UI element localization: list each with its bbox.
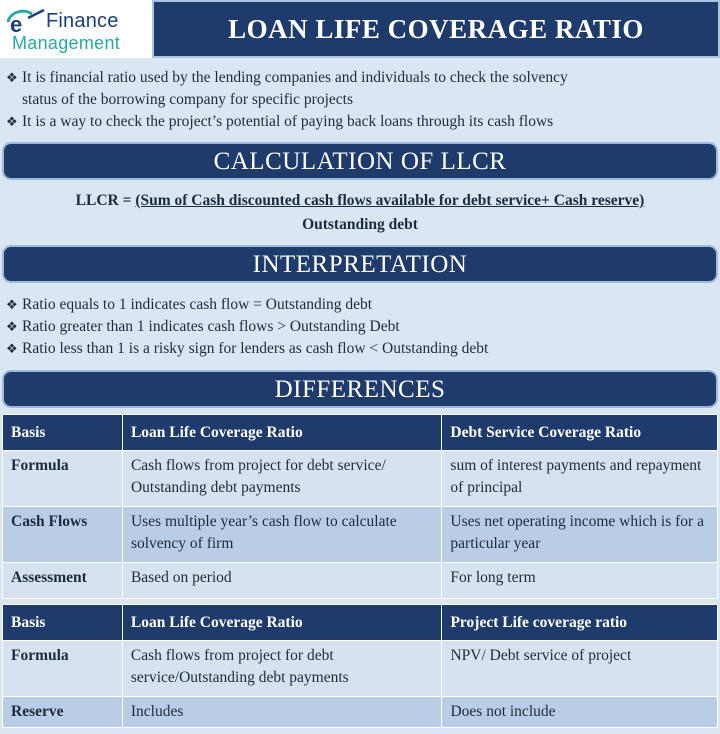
table-cell: Cash flows from project for debt service/Outstanding debt payments — [122, 641, 442, 697]
finance-management-logo[interactable] — [0, 0, 152, 58]
table-cell: For long term — [442, 563, 718, 599]
title-banner — [152, 0, 720, 58]
column-header: Loan Life Coverage Ratio — [122, 605, 442, 641]
table-header-row — [3, 605, 718, 641]
table-row — [3, 507, 718, 563]
llcr-vs-plcr-table — [2, 604, 718, 728]
logo-management-text: Management — [12, 33, 121, 53]
column-header: Loan Life Coverage Ratio — [122, 415, 441, 451]
table-cell: NPV/ Debt service of project — [442, 641, 718, 697]
table-row — [3, 451, 718, 507]
column-header: Basis — [3, 605, 123, 641]
page-title: LOAN LIFE COVERAGE RATIO — [228, 14, 644, 44]
formula-numerator-text: (Sum of Cash discounted cash flows available for debt service+ Cash reserve) — [135, 192, 645, 209]
basis-cell: Reserve — [3, 697, 123, 728]
efm-logo-icon — [4, 6, 48, 36]
differences-section-header — [2, 370, 718, 408]
calculation-section-header — [2, 142, 718, 180]
table-cell: Based on period — [122, 563, 441, 599]
diamond-bullet-icon: ❖ — [6, 319, 18, 334]
column-header: Project Life coverage ratio — [442, 605, 718, 641]
interpretation-heading: INTERPRETATION — [252, 251, 468, 278]
llcr-vs-dscr-table — [2, 414, 718, 599]
diamond-bullet-icon: ❖ — [6, 114, 18, 129]
table-cell: Does not include — [442, 697, 718, 728]
header — [0, 0, 720, 58]
interpretation-bullet: ❖ Ratio less than 1 is a risky sign for lenders as cash flow < Outstanding debt — [2, 338, 718, 360]
llcr-formula — [2, 182, 718, 240]
intro-bullet: ❖ It is a way to check the project’s potential of paying back loans through its cash flows — [2, 111, 718, 133]
differences-heading: DIFFERENCES — [274, 376, 446, 403]
basis-cell: Assessment — [3, 563, 123, 599]
formula-numerator — [2, 192, 718, 210]
table-cell: Uses net operating income which is for a particular year — [442, 507, 718, 563]
interpretation-panel — [2, 287, 718, 365]
column-header: Debt Service Coverage Ratio — [442, 415, 718, 451]
table-cell: Uses multiple year’s cash flow to calculate solvency of firm — [122, 507, 441, 563]
intro-bullet: ❖ It is financial ratio used by the lending companies and individuals to check the solvency — [2, 67, 718, 89]
interpretation-bullet: ❖ Ratio equals to 1 indicates cash flow = Outstanding debt — [2, 294, 718, 316]
diamond-bullet-icon: ❖ — [6, 297, 18, 312]
calculation-heading: CALCULATION OF LLCR — [213, 148, 507, 175]
formula-label: LLCR = — [75, 192, 132, 209]
table-cell: Includes — [122, 697, 442, 728]
diamond-bullet-icon: ❖ — [6, 341, 18, 356]
interpretation-section-header — [2, 245, 718, 283]
interpretation-bullet: ❖ Ratio greater than 1 indicates cash flows > Outstanding Debt — [2, 316, 718, 338]
table-row — [3, 563, 718, 599]
intro-bullet-continuation: status of the borrowing company for specific projects — [22, 91, 354, 108]
intro-panel — [2, 62, 718, 138]
basis-cell: Formula — [3, 641, 123, 697]
formula-denominator: Outstanding debt — [302, 216, 418, 233]
table-row — [3, 697, 718, 728]
diamond-bullet-icon: ❖ — [6, 70, 18, 85]
basis-cell: Formula — [3, 451, 123, 507]
table-cell: Cash flows from project for debt service/ Outstanding debt payments — [122, 451, 441, 507]
svg-text:e: e — [10, 12, 23, 36]
basis-cell: Cash Flows — [3, 507, 123, 563]
table-row — [3, 641, 718, 697]
table-cell: sum of interest payments and repayment of principal — [442, 451, 718, 507]
column-header: Basis — [3, 415, 123, 451]
table-header-row — [3, 415, 718, 451]
logo-finance-text: Finance — [46, 10, 119, 32]
